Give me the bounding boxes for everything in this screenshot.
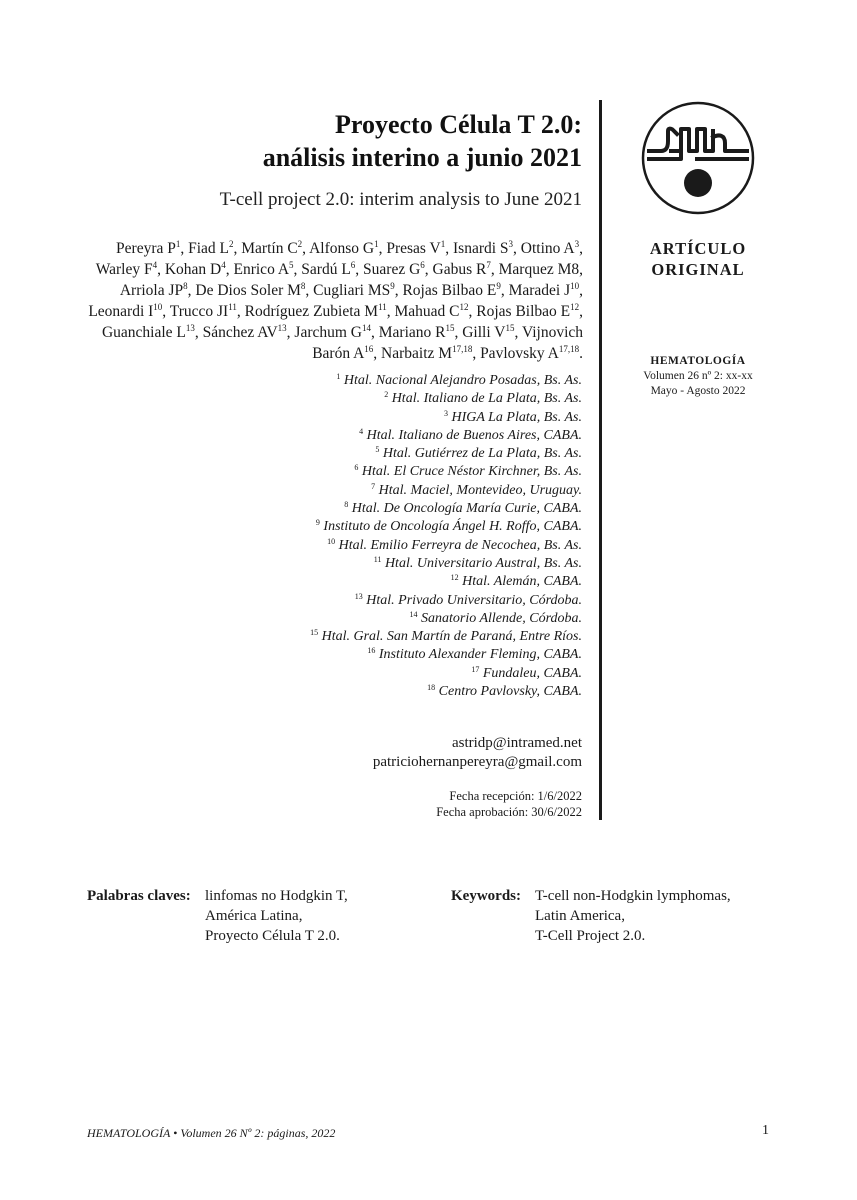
author-name: Sánchez AV$^{13}$ xyxy=(202,323,287,341)
author-name: Marquez M8 xyxy=(498,261,580,278)
affiliation-number: 3 xyxy=(443,408,448,418)
author-name: Alfonso $G^1$ xyxy=(309,239,379,257)
author-affiliation-number: 10 xyxy=(153,302,163,312)
author-affiliation-number: 1 xyxy=(440,239,446,249)
affiliation-number: 13 xyxy=(354,591,363,601)
author-name: Cugliari $MS^9$ xyxy=(313,281,395,299)
affiliation-item xyxy=(230,610,582,628)
author-affiliation-number: 17,18 xyxy=(558,344,580,354)
author-name: Pereyra $P^1$ xyxy=(116,239,181,257)
article-title-line-2: análisis interino a junio 2021 xyxy=(262,143,582,172)
journal-info xyxy=(622,354,774,399)
affiliation-text: Htal. Nacional Alejandro Posadas, Bs. As. xyxy=(343,373,582,388)
affiliation-number: 1 xyxy=(336,372,341,381)
author-name: Sardú $L^6$ xyxy=(301,260,356,278)
affiliation-number: 8 xyxy=(344,500,349,510)
approved-date: Fecha aprobación: 30/6/2022 xyxy=(436,805,582,819)
author-affiliation-number: 6 xyxy=(350,260,356,270)
author-affiliation-number: 8 xyxy=(183,281,188,291)
affiliation-item xyxy=(230,390,582,408)
author-affiliation-number: 6 xyxy=(420,260,425,270)
author-name: Trucco JI$^{11}$ xyxy=(169,302,237,320)
affiliation-text: Htal. Alemán, CABA. xyxy=(462,574,582,590)
author-name: Presas $V^1$ xyxy=(386,239,446,257)
title-block xyxy=(120,108,582,212)
affiliation-item xyxy=(230,409,582,427)
author-affiliation-number: 10 xyxy=(570,281,580,291)
author-affiliation-number: 15 xyxy=(505,323,515,333)
email-address[interactable]: patriciohernanpereyra@gmail.com xyxy=(372,754,582,770)
keywords-en-terms xyxy=(535,886,731,946)
author-affiliation-number: 17,18 xyxy=(452,344,473,354)
affiliation-item xyxy=(230,500,582,518)
affiliation-item xyxy=(230,463,582,481)
affiliation-text: Htal. Maciel, Montevideo, Uruguay. xyxy=(378,482,582,498)
affiliation-item xyxy=(230,555,582,573)
affiliation-item xyxy=(230,427,582,445)
submission-dates xyxy=(360,788,582,820)
author-affiliation-number: 2 xyxy=(297,239,303,249)
journal-period: Mayo - Agosto 2022 xyxy=(650,385,746,397)
author-affiliation-number: 1 xyxy=(175,239,181,249)
affiliation-item xyxy=(230,372,582,390)
author-name: Suarez $G^6$ xyxy=(363,260,425,278)
affiliation-item xyxy=(230,518,582,536)
article-type-line-2: ORIGINAL xyxy=(651,260,745,279)
affiliation-item xyxy=(230,445,582,463)
author-affiliation-number: 11 xyxy=(228,302,237,312)
affiliation-text: Htal. Gutiérrez de La Plata, Bs. As. xyxy=(382,446,582,462)
affiliation-text: Htal. Privado Universitario, Córdoba. xyxy=(366,592,582,608)
author-name: Fiad $L^2$ xyxy=(188,239,234,257)
author-name: Kohan $D^4$ xyxy=(164,260,226,278)
affiliation-number: 11 xyxy=(373,554,382,564)
received-date: Fecha recepción: 1/6/2022 xyxy=(449,789,582,803)
affiliation-item xyxy=(230,592,582,610)
author-affiliation-number: 1 xyxy=(374,239,379,249)
article-type-label xyxy=(622,238,774,280)
affiliation-text: Fundaleu, CABA. xyxy=(482,665,582,681)
affiliation-number: 16 xyxy=(367,646,376,656)
email-address[interactable]: astridp@intramed.net xyxy=(451,735,582,751)
keyword-term: T-cell non-Hodgkin lymphomas, xyxy=(535,888,731,904)
keywords-english xyxy=(451,886,731,946)
running-footer: HEMATOLOGÍA • Volumen 26 Nº 2: páginas, 2022 xyxy=(87,1126,336,1140)
affiliation-number: 2 xyxy=(384,390,389,400)
affiliation-item xyxy=(230,646,582,664)
author-affiliation-number: 9 xyxy=(390,281,395,291)
affiliation-number: 7 xyxy=(371,481,376,491)
author-affiliation-number: 12 xyxy=(459,302,469,312)
keywords-es-label: Palabras claves: xyxy=(87,888,191,904)
affiliation-number: 5 xyxy=(375,445,380,455)
author-name: Jarchum $G^{14}$ xyxy=(294,323,371,341)
author-affiliation-number: 15 xyxy=(445,323,455,333)
author-name: Arriola $JP^8$ xyxy=(119,281,188,299)
author-name: Martín $C^2$ xyxy=(241,239,303,257)
affiliation-number: 4 xyxy=(359,426,364,436)
article-title-line-1: Proyecto Célula T 2.0: xyxy=(335,110,582,139)
journal-name: HEMATOLOGÍA xyxy=(650,355,746,367)
affiliation-item xyxy=(230,482,582,500)
affiliation-text: Sanatorio Allende, Córdoba. xyxy=(421,610,582,626)
affiliation-item xyxy=(230,573,582,591)
article-subtitle: T-cell project 2.0: interim analysis to June 2021 xyxy=(219,189,582,210)
affiliation-text: Instituto Alexander Fleming, CABA. xyxy=(378,647,582,663)
author-name: Vijnovich Barón $A^{16}$ xyxy=(312,324,583,362)
author-affiliation-number: 5 xyxy=(289,260,294,270)
journal-logo-icon xyxy=(641,101,755,215)
author-affiliation-number: 14 xyxy=(362,323,371,333)
affiliation-item xyxy=(230,683,582,701)
journal-volume: Volumen 26 nº 2: xx-xx xyxy=(643,370,753,382)
author-name: Gabus $R^7$ xyxy=(432,260,491,278)
author-name: Mariano $R^{15}$ xyxy=(378,323,455,341)
affiliation-text: Htal. El Cruce Néstor Kirchner, Bs. As. xyxy=(361,464,582,480)
affiliation-item xyxy=(230,665,582,683)
author-name: Leonardi $I^{10}$ xyxy=(88,302,163,320)
affiliation-item xyxy=(230,628,582,646)
affiliation-number: 9 xyxy=(315,518,320,528)
author-list: Pereyra $P^1$, Fiad $L^2$, Martín $C^2$, Alfonso $G^1$, Presas $V^1$, Isnardi $S^3$, Ottino $A^3$, Warley $F^4$, Kohan $D^4$, Enrico $A^5$, Sardú $L^6$, Suarez $G^6$, Gabus $R^7$, Marquez M8, Arriola $JP^8$, De Dios Soler $M^8$, Cugliari $MS^9$, Rojas Bilbao $E^9$, Maradei $J^{10}$, Leonardi $I^{10}$, Trucco JI$^{11}$, Rodríguez Zubieta $M^{11}$, Mahuad $C^{12}$, Rojas Bilbao $E^{12}$, Guanchiale $L^{13}$, Sánchez AV$^{13}$, Jarchum $G^{14}$, Mariano $R^{15}$, Gilli $V^{15}$, Vijnovich Barón $A^{16}$, Narbaitz M$^{17,18}$, Pavlovsky A$^{17,18}$. xyxy=(88,239,583,362)
affiliation-number: 18 xyxy=(427,683,436,693)
affiliation-text: HIGA La Plata, Bs. As. xyxy=(451,409,582,425)
author-affiliation-number: 13 xyxy=(277,323,287,333)
author-name: De Dios Soler $M^8$ xyxy=(195,281,306,299)
affiliation-text: Htal. Emilio Ferreyra de Necochea, Bs. As. xyxy=(338,537,582,553)
keywords-es-terms xyxy=(205,886,348,946)
author-name: Maradei $J^{10}$ xyxy=(508,281,580,299)
affiliation-text: Instituto de Oncología Ángel H. Roffo, CABA. xyxy=(323,519,582,535)
author-name: Pavlovsky A$^{17,18}$ xyxy=(480,344,580,362)
author-name: Narbaitz M$^{17,18}$ xyxy=(381,344,473,362)
affiliation-text: Htal. Gral. San Martín de Paraná, Entre Ríos. xyxy=(321,629,582,645)
author-name: Mahuad $C^{12}$ xyxy=(394,302,469,320)
affiliation-text: Htal. De Oncología María Curie, CABA. xyxy=(351,501,582,517)
affiliation-list xyxy=(230,372,582,701)
author-name: Ottino $A^3$ xyxy=(520,239,580,257)
author-name: Warley $F^4$ xyxy=(95,260,158,278)
affiliation-number: 12 xyxy=(450,573,459,583)
affiliation-number: 6 xyxy=(354,463,359,473)
contact-emails xyxy=(300,734,582,772)
keyword-term: Proyecto Célula T 2.0. xyxy=(205,928,340,944)
vertical-divider xyxy=(599,100,602,820)
keyword-term: Latin America, xyxy=(535,908,625,924)
author-name: Isnardi $S^3$ xyxy=(453,239,514,257)
author-name: Enrico $A^5$ xyxy=(233,260,294,278)
affiliation-number: 15 xyxy=(310,628,319,638)
author-affiliation-number: 2 xyxy=(229,239,234,249)
author-name: Gilli $V^{15}$ xyxy=(462,323,515,341)
author-affiliation-number: 9 xyxy=(496,281,501,291)
author-affiliation-number: 13 xyxy=(185,323,195,333)
author-affiliation-number: 16 xyxy=(364,344,374,354)
article-type-line-1: ARTÍCULO xyxy=(649,239,747,258)
author-affiliation-number: 3 xyxy=(508,239,514,249)
author-affiliation-number: 11 xyxy=(378,302,387,312)
affiliation-number: 17 xyxy=(471,664,480,674)
page-number: 1 xyxy=(762,1123,769,1138)
affiliation-text: Htal. Universitario Austral, Bs. As. xyxy=(384,555,582,571)
keywords-spanish xyxy=(87,886,348,946)
affiliation-text: Htal. Italiano de Buenos Aires, CABA. xyxy=(366,427,582,443)
author-affiliation-number: 4 xyxy=(221,260,226,270)
author-affiliation-number: 8 xyxy=(300,281,306,291)
author-affiliation-number: 7 xyxy=(486,260,491,270)
author-name: Rojas Bilbao $E^{12}$ xyxy=(476,302,580,320)
author-name: Rodríguez Zubieta $M^{11}$ xyxy=(244,302,387,320)
keyword-term: T-Cell Project 2.0. xyxy=(535,928,646,944)
affiliation-number: 10 xyxy=(327,536,336,546)
author-affiliation-number: 3 xyxy=(574,239,580,249)
affiliation-text: Htal. Italiano de La Plata, Bs. As. xyxy=(391,391,582,407)
author-affiliation-number: 4 xyxy=(152,260,158,270)
keyword-term: América Latina, xyxy=(205,908,303,924)
affiliation-text: Centro Pavlovsky, CABA. xyxy=(438,684,582,700)
keywords-en-label: Keywords: xyxy=(451,888,521,904)
affiliation-number: 14 xyxy=(409,609,418,619)
author-name: Rojas Bilbao $E^9$ xyxy=(402,281,501,299)
affiliation-item xyxy=(230,537,582,555)
author-affiliation-number: 12 xyxy=(570,302,580,312)
author-name: Guanchiale $L^{13}$ xyxy=(101,323,195,341)
keyword-term: linfomas no Hodgkin T, xyxy=(205,888,348,904)
